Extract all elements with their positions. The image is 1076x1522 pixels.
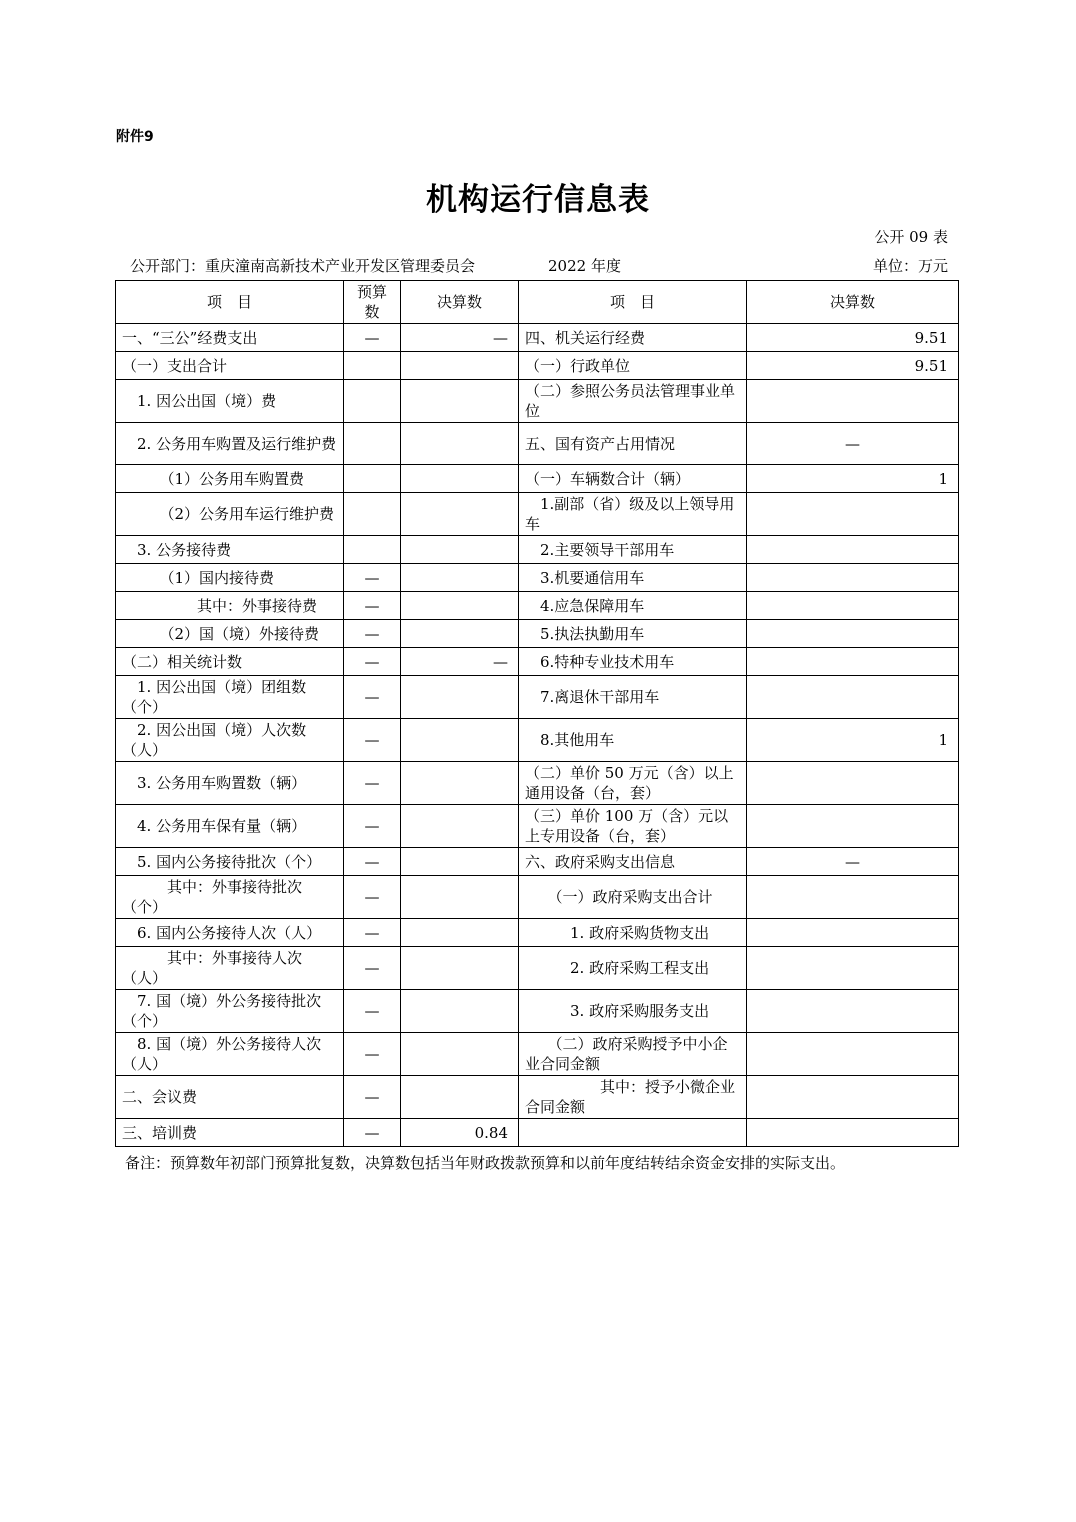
row-budget xyxy=(344,423,401,465)
row-budget xyxy=(344,352,401,380)
table-row xyxy=(116,352,959,380)
table-row xyxy=(116,947,959,990)
row-final-left xyxy=(401,676,519,719)
row-budget: — xyxy=(344,919,401,947)
table-row xyxy=(116,805,959,848)
table-row xyxy=(116,465,959,493)
row-item-right: 3. 政府采购服务支出 xyxy=(519,990,747,1033)
row-budget xyxy=(344,465,401,493)
row-item-right: 2. 政府采购工程支出 xyxy=(519,947,747,990)
row-final-left xyxy=(401,762,519,805)
row-final-right: 1 xyxy=(747,465,959,493)
row-final-right xyxy=(747,805,959,848)
row-item-left: 5. 国内公务接待批次（个） xyxy=(116,848,344,876)
table-row xyxy=(116,493,959,536)
row-final-right: 1 xyxy=(747,719,959,762)
row-final-left: — xyxy=(401,324,519,352)
row-item-right: （一）行政单位 xyxy=(519,352,747,380)
row-budget: — xyxy=(344,1076,401,1119)
row-budget xyxy=(344,493,401,536)
department-label: 公开部门：重庆潼南高新技术产业开发区管理委员会 xyxy=(130,257,476,275)
row-final-left xyxy=(401,719,519,762)
header-item-left: 项 目 xyxy=(116,281,344,324)
header-budget: 预算数 xyxy=(344,281,401,324)
header-final-left: 决算数 xyxy=(401,281,519,324)
row-item-right: 1. 政府采购货物支出 xyxy=(519,919,747,947)
row-final-left xyxy=(401,919,519,947)
header-final-right: 决算数 xyxy=(747,281,959,324)
row-final-left xyxy=(401,352,519,380)
row-budget: — xyxy=(344,592,401,620)
row-item-right: （三）单价 100 万（含）元以上专用设备（台，套） xyxy=(519,805,747,848)
row-final-left xyxy=(401,564,519,592)
row-item-right: 5.执法执勤用车 xyxy=(519,620,747,648)
row-final-left xyxy=(401,465,519,493)
row-item-left: 3. 公务接待费 xyxy=(116,536,344,564)
attachment-label: 附件9 xyxy=(116,129,154,145)
row-item-left: （1）国内接待费 xyxy=(116,564,344,592)
footnote: 备注：预算数年初部门预算批复数，决算数包括当年财政拨款预算和以前年度结转结余资金安排的实际支出。 xyxy=(125,1154,846,1172)
table-row xyxy=(116,676,959,719)
row-final-left xyxy=(401,947,519,990)
row-item-left: 其中：外事接待批次（个） xyxy=(116,876,344,919)
row-item-left: （一）支出合计 xyxy=(116,352,344,380)
row-final-left xyxy=(401,536,519,564)
row-final-right: 9.51 xyxy=(747,352,959,380)
row-final-left xyxy=(401,493,519,536)
table-row xyxy=(116,990,959,1033)
row-final-left: 0.84 xyxy=(401,1119,519,1147)
row-budget: — xyxy=(344,719,401,762)
row-item-left: （二）相关统计数 xyxy=(116,648,344,676)
row-final-right xyxy=(747,493,959,536)
row-item-right: 6.特种专业技术用车 xyxy=(519,648,747,676)
row-item-right: 3.机要通信用车 xyxy=(519,564,747,592)
row-budget: — xyxy=(344,848,401,876)
row-final-left xyxy=(401,990,519,1033)
row-budget: — xyxy=(344,1119,401,1147)
table-row xyxy=(116,620,959,648)
row-final-left xyxy=(401,805,519,848)
row-item-left: 6. 国内公务接待人次（人） xyxy=(116,919,344,947)
row-final-right xyxy=(747,990,959,1033)
row-item-right xyxy=(519,1119,747,1147)
row-budget: — xyxy=(344,990,401,1033)
row-final-left xyxy=(401,1076,519,1119)
row-final-right xyxy=(747,947,959,990)
row-final-right xyxy=(747,876,959,919)
row-item-left: 二、会议费 xyxy=(116,1076,344,1119)
row-item-right: 1.副部（省）级及以上领导用车 xyxy=(519,493,747,536)
table-row xyxy=(116,1076,959,1119)
row-item-left: 1. 因公出国（境）团组数（个） xyxy=(116,676,344,719)
table-row xyxy=(116,592,959,620)
row-item-left: 三、培训费 xyxy=(116,1119,344,1147)
row-budget: — xyxy=(344,324,401,352)
table-number: 公开 09 表 xyxy=(874,228,948,246)
row-final-right xyxy=(747,620,959,648)
table-row xyxy=(116,1119,959,1147)
year-label: 2022 年度 xyxy=(548,257,621,275)
row-item-right: 2.主要领导干部用车 xyxy=(519,536,747,564)
row-final-left xyxy=(401,592,519,620)
info-table xyxy=(115,280,959,1147)
table-row xyxy=(116,380,959,423)
row-item-right: （二）参照公务员法管理事业单位 xyxy=(519,380,747,423)
row-item-left: 7. 国（境）外公务接待批次（个） xyxy=(116,990,344,1033)
header-item-right: 项 目 xyxy=(519,281,747,324)
table-row xyxy=(116,848,959,876)
row-final-right xyxy=(747,536,959,564)
row-item-left: 4. 公务用车保有量（辆） xyxy=(116,805,344,848)
unit-label: 单位：万元 xyxy=(872,257,948,275)
page-title: 机构运行信息表 xyxy=(426,182,650,218)
row-item-left: 其中：外事接待人次（人） xyxy=(116,947,344,990)
row-budget: — xyxy=(344,876,401,919)
row-item-right: 五、国有资产占用情况 xyxy=(519,423,747,465)
row-final-right xyxy=(747,380,959,423)
row-item-left: 3. 公务用车购置数（辆） xyxy=(116,762,344,805)
row-final-right xyxy=(747,1076,959,1119)
table-row xyxy=(116,876,959,919)
row-item-right: 7.离退休干部用车 xyxy=(519,676,747,719)
row-final-right xyxy=(747,919,959,947)
row-item-left: （2）国（境）外接待费 xyxy=(116,620,344,648)
row-item-right: 其中：授予小微企业合同金额 xyxy=(519,1076,747,1119)
row-item-right: 六、政府采购支出信息 xyxy=(519,848,747,876)
row-budget: — xyxy=(344,947,401,990)
row-item-left: 其中：外事接待费 xyxy=(116,592,344,620)
row-budget: — xyxy=(344,805,401,848)
row-item-right: 8.其他用车 xyxy=(519,719,747,762)
row-item-right: （一）政府采购支出合计 xyxy=(519,876,747,919)
row-final-right xyxy=(747,564,959,592)
row-final-left xyxy=(401,1033,519,1076)
table-row xyxy=(116,648,959,676)
row-item-right: （一）车辆数合计（辆） xyxy=(519,465,747,493)
table-row xyxy=(116,762,959,805)
row-final-right: — xyxy=(747,423,959,465)
row-final-right xyxy=(747,762,959,805)
row-final-right xyxy=(747,1033,959,1076)
row-item-left: 2. 公务用车购置及运行维护费 xyxy=(116,423,344,465)
row-budget xyxy=(344,536,401,564)
row-item-left: 8. 国（境）外公务接待人次（人） xyxy=(116,1033,344,1076)
table-header-row xyxy=(116,281,959,324)
row-budget: — xyxy=(344,564,401,592)
table-body xyxy=(116,324,959,1147)
row-final-right xyxy=(747,648,959,676)
row-final-left xyxy=(401,423,519,465)
row-budget: — xyxy=(344,648,401,676)
row-final-left xyxy=(401,620,519,648)
row-item-right: （二）单价 50 万元（含）以上通用设备（台，套） xyxy=(519,762,747,805)
table-row xyxy=(116,919,959,947)
row-final-left xyxy=(401,848,519,876)
row-item-right: 四、机关运行经费 xyxy=(519,324,747,352)
table-row xyxy=(116,324,959,352)
table-row xyxy=(116,1033,959,1076)
row-item-left: 一、“三公”经费支出 xyxy=(116,324,344,352)
row-budget xyxy=(344,380,401,423)
row-final-left: — xyxy=(401,648,519,676)
row-final-right xyxy=(747,676,959,719)
row-budget: — xyxy=(344,676,401,719)
row-item-right: （二）政府采购授予中小企业合同金额 xyxy=(519,1033,747,1076)
row-budget: — xyxy=(344,762,401,805)
row-item-left: 1. 因公出国（境）费 xyxy=(116,380,344,423)
row-item-right: 4.应急保障用车 xyxy=(519,592,747,620)
row-final-left xyxy=(401,380,519,423)
table-row xyxy=(116,564,959,592)
row-budget: — xyxy=(344,1033,401,1076)
row-final-right xyxy=(747,592,959,620)
table-row xyxy=(116,719,959,762)
table-row xyxy=(116,536,959,564)
row-item-left: 2. 因公出国（境）人次数（人） xyxy=(116,719,344,762)
row-final-right xyxy=(747,1119,959,1147)
table-row xyxy=(116,423,959,465)
row-final-left xyxy=(401,876,519,919)
row-item-left: （2）公务用车运行维护费 xyxy=(116,493,344,536)
row-final-right: — xyxy=(747,848,959,876)
row-budget: — xyxy=(344,620,401,648)
row-item-left: （1）公务用车购置费 xyxy=(116,465,344,493)
row-final-right: 9.51 xyxy=(747,324,959,352)
